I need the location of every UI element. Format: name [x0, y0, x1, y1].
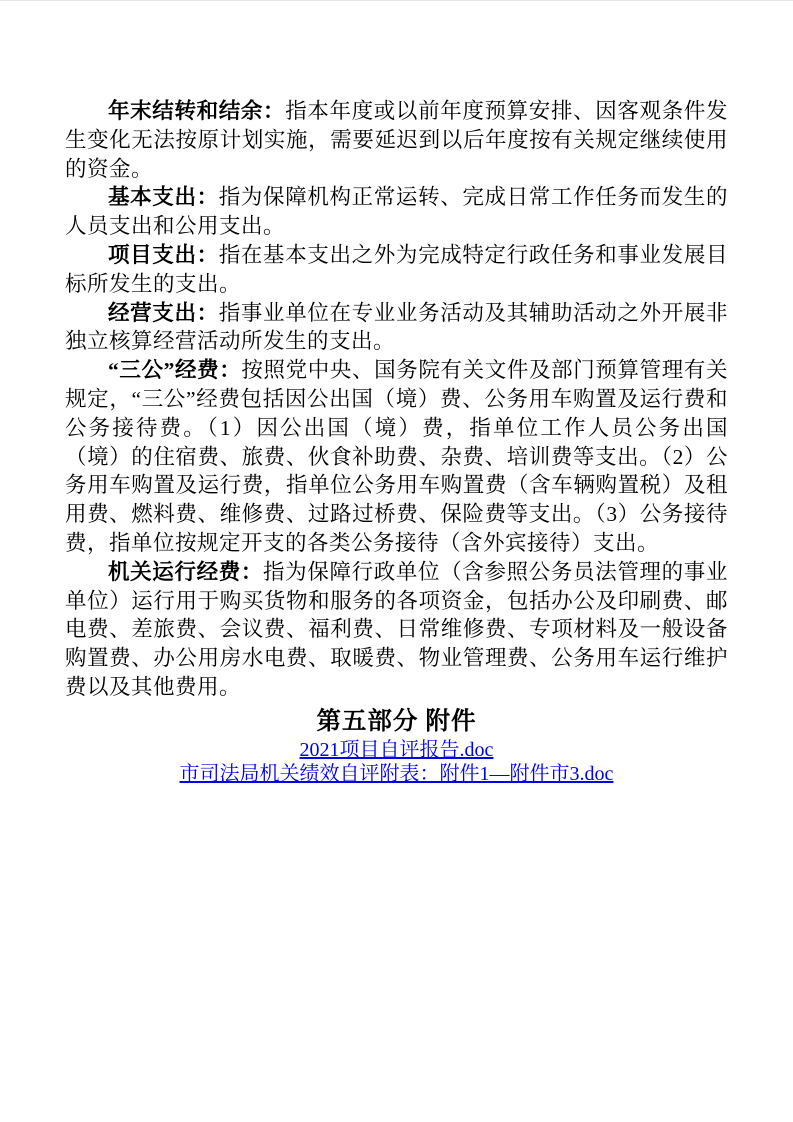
definition-body: 指事业单位在专业业务活动及其辅助活动之外开展非独立核算经营活动所发生的支出。 — [65, 300, 728, 354]
document-content — [65, 97, 728, 787]
definition-term: 机关运行经费： — [108, 559, 264, 584]
definition-paragraph-year-end-carryover — [65, 97, 728, 183]
definition-term: 年末结转和结余： — [108, 99, 286, 123]
attachment-line — [65, 762, 728, 787]
definition-paragraph-three-public-funds — [65, 356, 728, 558]
definition-term: “三公”经费： — [108, 358, 242, 383]
definition-body: 按照党中央、国务院有关文件及部门预算管理有关规定，“三公”经费包括因公出国（境）费、公务用车购置及运行费和公务接待费。（1）因公出国（境）费，指单位工作人员公务出国（境）的住宿费、旅费、伙食补助费、杂费、培训费等支出。（2）公务用车购置及运行费，指单位公务用车购置费（含车辆购置税）及租用费、燃料费、维修费、过路过桥费、保险费等支出。（3）公务接待费，指单位按规定开支的各类公务接待（含外宾接待）支出。 — [65, 358, 728, 555]
definition-body: 指为保障机构正常运转、完成日常工作任务而发生的人员支出和公用支出。 — [65, 185, 728, 239]
definition-paragraph-operating-expenditure — [65, 299, 728, 357]
attachment-line — [65, 738, 728, 763]
definition-body: 指为保障行政单位（含参照公务员法管理的事业单位）运行用于购买货物和服务的各项资金，包括办公及印刷费、邮电费、差旅费、会议费、福利费、日常维修费、专项材料及一般设备购置费、办公用房水电费、取暖费、物业管理费、公务用车运行维护费以及其他费用。 — [65, 559, 728, 699]
definition-term: 项目支出： — [108, 242, 219, 267]
definition-paragraph-project-expenditure — [65, 241, 728, 299]
definition-paragraph-basic-expenditure — [65, 183, 728, 241]
attachment-link-2021-self-evaluation-report[interactable]: 2021项目自评报告.doc — [299, 738, 494, 761]
definition-paragraph-agency-operating-funds — [65, 558, 728, 702]
section-heading-part-five-attachments: 第五部分 附件 — [316, 707, 477, 735]
definition-body: 指本年度或以前年度预算安排、因客观条件发生变化无法按原计划实施，需要延迟到以后年度按有关规定继续使用的资金。 — [65, 99, 728, 181]
definition-body: 指在基本支出之外为完成特定行政任务和事业发展目标所发生的支出。 — [65, 242, 728, 296]
attachment-link-performance-self-evaluation-tables[interactable]: 市司法局机关绩效自评附表：附件1—附件市3.doc — [179, 763, 614, 786]
definition-term: 经营支出： — [108, 300, 219, 325]
definition-term: 基本支出： — [108, 185, 219, 210]
